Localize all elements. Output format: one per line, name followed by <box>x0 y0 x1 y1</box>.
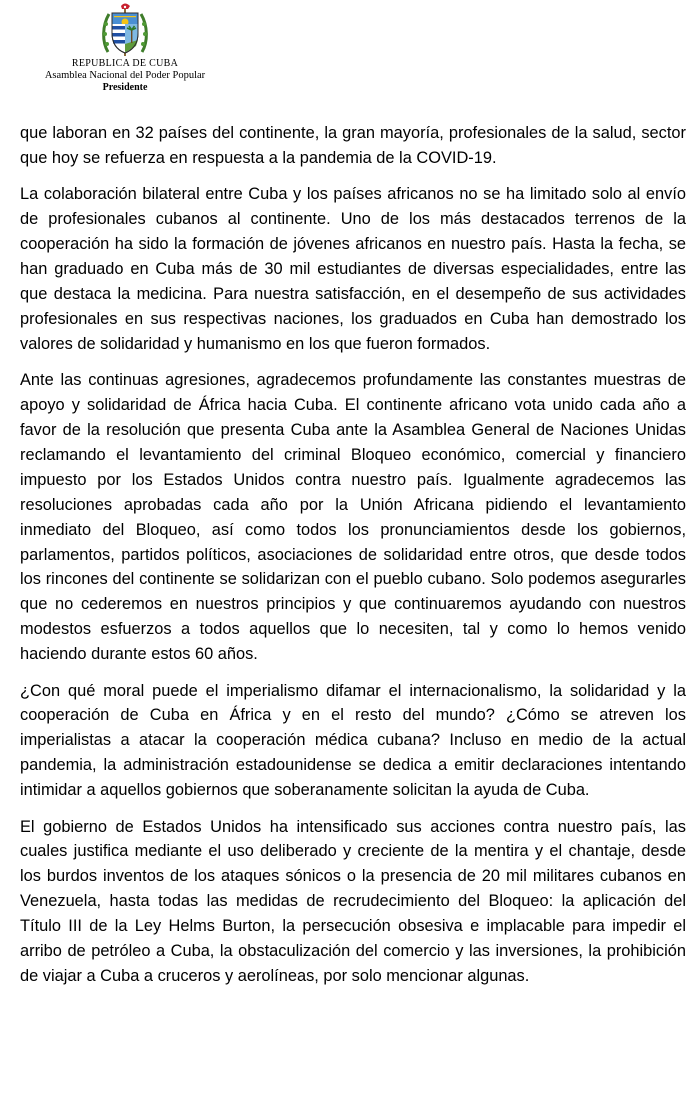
letterhead-country: REPUBLICA DE CUBA <box>71 58 179 69</box>
letterhead <box>0 0 250 100</box>
letterhead-institution: Asamblea Nacional del Poder Popular <box>44 70 206 81</box>
cuba-coat-of-arms-icon <box>100 2 150 60</box>
paragraph: El gobierno de Estados Unidos ha intensificado sus acciones contra nuestro país, las cuales justifica mediante el uso deliberado y creciente de la mentira y el chantaje, desde los burdos inventos de los ataques sónicos o la presencia de 20 mil militares cubanos en Venezuela, hasta todas las medidas de recrudecimiento del Bloqueo: la aplicación del Título III de la Ley Helms Burton, la persecución obsesiva e implacable para impedir el arribo de petróleo a Cuba, la obstaculización del comercio y las inversiones, la prohibición de viajar a Cuba a cruceros y aerolíneas, por solo mencionar algunas. <box>20 817 686 985</box>
paragraph: ¿Con qué moral puede el imperialismo difamar el internacionalismo, la solidaridad y la cooperación de Cuba en África y en el resto del mundo? ¿Cómo se atreven los imperialistas a atacar la cooperación médica cubana? Incluso en medio de la actual pandemia, la administración estadounidense se dedica a emitir declaraciones intentando intimidar a aquellos gobiernos que soberanamente solicitan la ayuda de Cuba. <box>20 681 686 800</box>
paragraph: Ante las continuas agresiones, agradecemos profundamente las constantes muestras de apoyo y solidaridad de África hacia Cuba. El continente africano vota unido cada año a favor de la resolución que presenta Cuba ante la Asamblea General de Naciones Unidas reclamando el levantamiento del criminal Bloqueo económico, comercial y financiero impuesto por los Estados Unidos contra nuestro país. Igualmente agradecemos las resoluciones aprobadas cada año por la Unión Africana pidiendo el levantamiento inmediato del Bloqueo, así como todos los pronunciamientos desde los gobiernos, parlamentos, partidos políticos, asociaciones de solidaridad entre otros, que desde todos los rincones del continente se solidarizan con el pueblo cubano. Solo podemos asegurarles que no cederemos en nuestros principios y que continuaremos ayudando con nuestros modestos esfuerzos a todos aquellos que lo necesiten, tal y como lo hemos venido haciendo durante estos 60 años. <box>20 371 686 664</box>
paragraph: La colaboración bilateral entre Cuba y los países africanos no se ha limitado solo al envío de profesionales cubanos al continente. Uno de los más destacados terrenos de la cooperación ha sido la formación de jóvenes africanos en nuestro país. Hasta la fecha, se han graduado en Cuba más de 30 mil estudiantes de diversas especialidades, entre las que destaca la medicina. Para nuestra satisfacción, en el desempeño de sus actividades profesionales en sus respectivas naciones, los graduados en Cuba han demostrado los valores de solidaridad y humanismo en los que fueron formados. <box>20 185 686 353</box>
letterhead-office: Presidente <box>102 82 148 93</box>
document-body <box>20 121 686 1000</box>
paragraph: que laboran en 32 países del continente, la gran mayoría, profesionales de la salud, sector que hoy se refuerza en respuesta a la pandemia de la COVID-19. <box>20 124 686 167</box>
